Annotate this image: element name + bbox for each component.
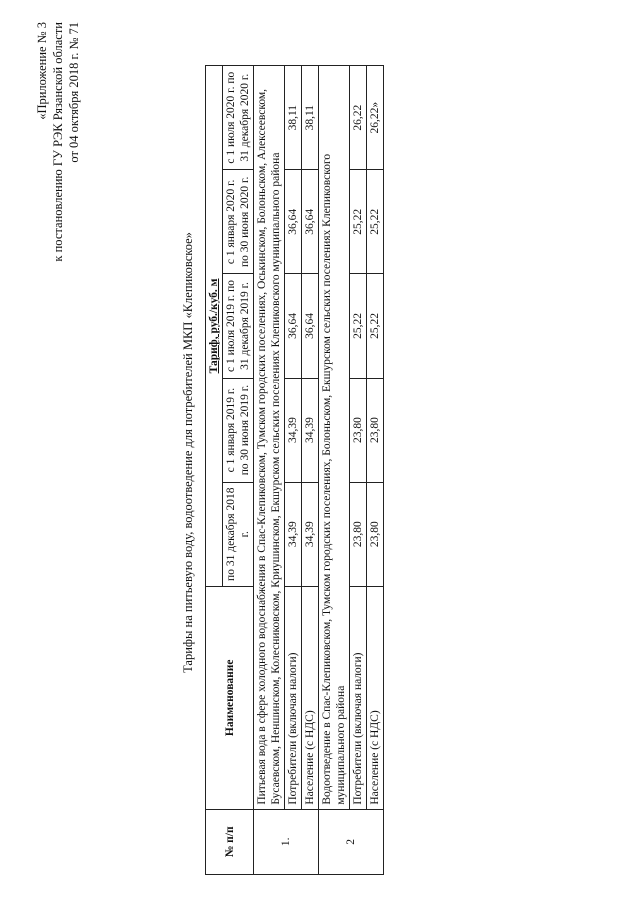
header-period: с 1 июля 2019 г. по 31 декабря 2019 г. (223, 274, 254, 378)
appendix-line-1: «Приложение № 3 (35, 22, 49, 120)
header-period: с 1 января 2020 г. по 30 июня 2020 г. (223, 170, 254, 274)
consumer-label: Население (с НДС) (367, 586, 384, 809)
consumer-label: Потребители (включая налоги) (285, 586, 302, 809)
tariff-table (205, 65, 384, 875)
header-period: с 1 июля 2020 г. по 31 декабря 2020 г. (223, 66, 254, 170)
tariff-value: 34,39 (285, 482, 302, 586)
tariff-value: 25,22 (350, 170, 367, 274)
table-row (350, 66, 367, 875)
table-row (319, 66, 350, 875)
table-row (367, 66, 384, 875)
header-number: № п/п (206, 809, 254, 874)
tariff-value: 34,39 (285, 378, 302, 482)
service-description: Водоотведение в Спас-Клепиковском, Тумском городских поселениях, Болоньском, Екшурском сельских поселениях Клепиковского муниципального района (319, 66, 350, 810)
table-row (254, 66, 285, 875)
tariff-value: 38,11 (302, 66, 319, 170)
tariff-value: 26,22» (367, 66, 384, 170)
service-description: Питьевая вода в сфере холодного водоснабжения в Спас-Клепиковском, Тумском городских поселениях, Оськинском, Болоньском, Алексеевском, Бусаевском, Неншинском, Колесниковском, Криушинском, Екшурском сельских поселениях Клепиковского муниципального района (254, 66, 285, 810)
tariff-value: 25,22 (350, 274, 367, 378)
header-tariff: Тариф, руб./куб. м (206, 66, 223, 587)
header-period: с 1 января 2019 г. по 30 июня 2019 г. (223, 378, 254, 482)
tariff-value: 34,39 (302, 378, 319, 482)
tariff-value: 23,80 (367, 378, 384, 482)
tariff-value: 23,80 (350, 482, 367, 586)
tariff-value: 36,64 (302, 170, 319, 274)
appendix-line-3: от 04 октября 2018 г. № 71 (67, 22, 81, 163)
tariff-value: 36,64 (285, 274, 302, 378)
header-period: по 31 декабря 2018 г. (223, 482, 254, 586)
row-number: 1. (254, 809, 319, 874)
appendix-note (34, 22, 82, 262)
row-number: 2 (319, 809, 384, 874)
table-row (302, 66, 319, 875)
document-title: Тарифы на питьевую воду, водоотведение для потребителей МКП «Клепиковское» (181, 232, 195, 673)
appendix-line-2: к постановлению ГУ РЭК Рязанской области (51, 22, 65, 262)
tariff-value: 38,11 (285, 66, 302, 170)
tariff-value: 25,22 (367, 274, 384, 378)
tariff-value: 36,64 (302, 274, 319, 378)
tariff-value: 23,80 (350, 378, 367, 482)
tariff-value: 34,39 (302, 482, 319, 586)
consumer-label: Потребители (включая налоги) (350, 586, 367, 809)
tariff-value: 25,22 (367, 170, 384, 274)
tariff-value: 26,22 (350, 66, 367, 170)
table-row (285, 66, 302, 875)
tariff-value: 23,80 (367, 482, 384, 586)
header-name: Наименование (206, 586, 254, 809)
consumer-label: Население (с НДС) (302, 586, 319, 809)
tariff-value: 36,64 (285, 170, 302, 274)
